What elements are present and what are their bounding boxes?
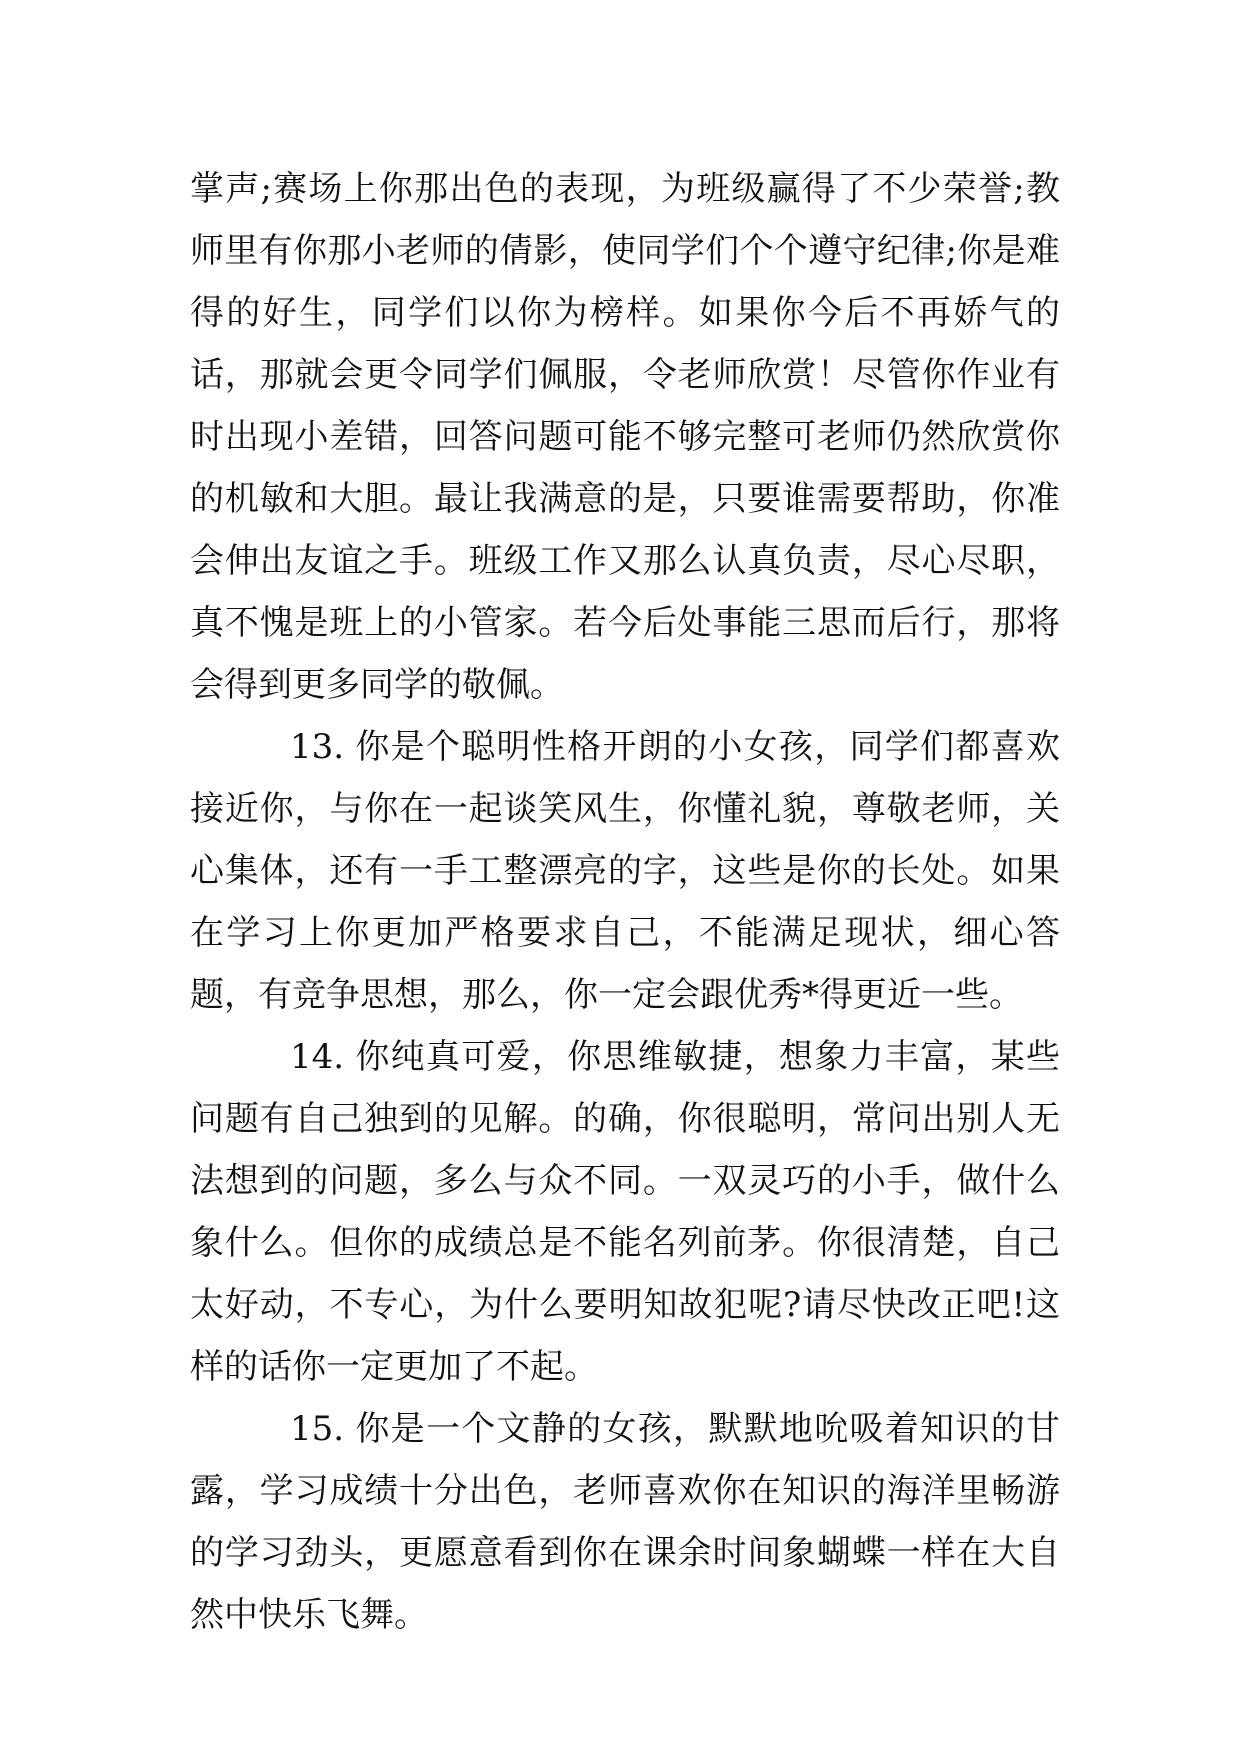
paragraph-text: 你是个聪明性格开朗的小女孩，同学们都喜欢接近你，与你在一起谈笑风生，你懂礼貌，尊敬老师，关心集体，还有一手工整漂亮的字，这些是你的长处。如果在学习上你更加严格要求自己，不能满足现状，细心答题，有竞争思想，那么，你一定会跟优秀*得更近一些。 <box>190 727 1060 1015</box>
paragraph-13 <box>190 716 1060 1026</box>
paragraph-number: 13. <box>290 727 345 767</box>
paragraph-15 <box>190 1398 1060 1646</box>
paragraph-continued <box>190 158 1060 716</box>
paragraph-14 <box>190 1026 1060 1398</box>
paragraph-text: 你纯真可爱，你思维敏捷，想象力丰富，某些问题有自己独到的见解。的确，你很聪明，常问出别人无法想到的问题，多么与众不同。一双灵巧的小手，做什么象什么。但你的成绩总是不能名列前茅。你很清楚，自己太好动，不专心，为什么要明知故犯呢?请尽快改正吧!这样的话你一定更加了不起。 <box>190 1037 1060 1387</box>
document-body <box>190 158 1060 1646</box>
paragraph-text: 你是一个文静的女孩，默默地吮吸着知识的甘露，学习成绩十分出色，老师喜欢你在知识的海洋里畅游的学习劲头，更愿意看到你在课余时间象蝴蝶一样在大自然中快乐飞舞。 <box>190 1409 1060 1635</box>
paragraph-text: 掌声;赛场上你那出色的表现，为班级赢得了不少荣誉;教师里有你那小老师的倩影，使同学们个个遵守纪律;你是难得的好生，同学们以你为榜样。如果你今后不再娇气的话，那就会更令同学们佩服，令老师欣赏！尽管你作业有时出现小差错，回答问题可能不够完整可老师仍然欣赏你的机敏和大胆。最让我满意的是，只要谁需要帮助，你准会伸出友谊之手。班级工作又那么认真负责，尽心尽职，真不愧是班上的小管家。若今后处事能三思而后行，那将会得到更多同学的敬佩。 <box>190 169 1061 705</box>
paragraph-number: 14. <box>290 1037 345 1077</box>
paragraph-number: 15. <box>290 1409 345 1449</box>
